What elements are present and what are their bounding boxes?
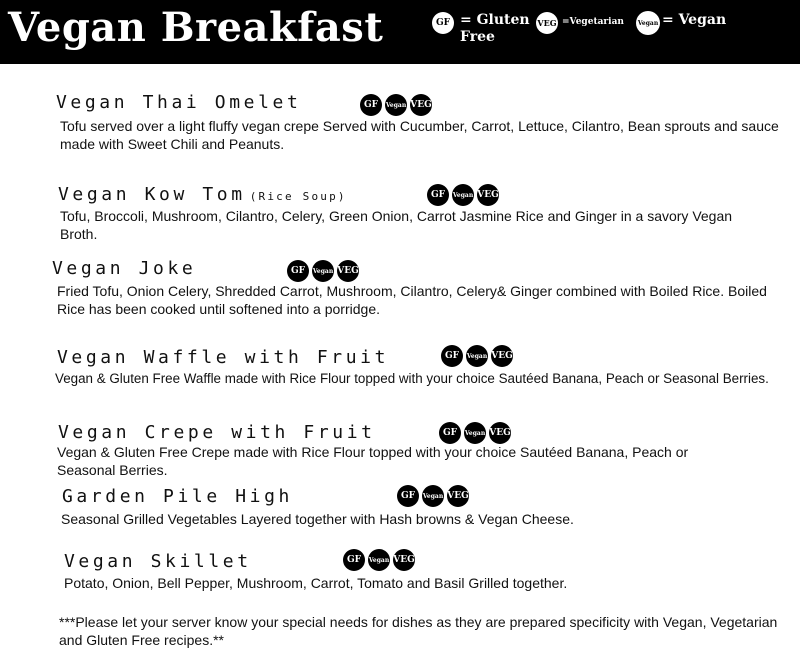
vegetarian-legend-icon: VEG — [536, 12, 558, 34]
diet-badges — [287, 260, 359, 282]
gluten-free-icon: GF — [287, 260, 309, 282]
vegetarian-icon: VEG — [491, 345, 513, 367]
gluten-free-legend-icon: GF — [432, 12, 454, 34]
item-description: Seasonal Grilled Vegetables Layered together with Hash browns & Vegan Cheese. — [61, 511, 574, 527]
item-description: Potato, Onion, Bell Pepper, Mushroom, Carrot, Tomato and Basil Grilled together. — [64, 575, 568, 591]
vegetarian-icon: VEG — [489, 422, 511, 444]
diet-badges — [360, 94, 432, 116]
vegetarian-icon: VEG — [393, 549, 415, 571]
header-banner — [0, 0, 800, 64]
vegan-icon: Vegan — [422, 485, 444, 507]
item-subtitle: (Rice Soup) — [249, 190, 347, 203]
vegetarian-icon: VEG — [337, 260, 359, 282]
vegan-icon: Vegan — [368, 549, 390, 571]
item-name: Garden Pile High — [62, 486, 293, 507]
diet-badges — [343, 549, 415, 571]
gluten-free-icon: GF — [343, 549, 365, 571]
item-description: Tofu served over a light fluffy vegan crepe Served with Cucumber, Carrot, Lettuce, Cilantro, Bean sprouts and sauce made with Sweet Chili and Peanuts. — [60, 118, 779, 152]
vegetarian-icon: VEG — [410, 94, 432, 116]
item-description: Tofu, Broccoli, Mushroom, Cilantro, Celery, Green Onion, Carrot Jasmine Rice and Ginger in a savory Vegan Broth. — [60, 208, 733, 242]
gluten-free-icon: GF — [427, 184, 449, 206]
diet-badges — [427, 184, 499, 206]
item-name: Vegan Joke — [52, 258, 197, 279]
item-name: Vegan Crepe with Fruit — [58, 422, 376, 443]
page-title: Vegan Breakfast — [8, 4, 384, 51]
gluten-free-legend-label: = Gluten Free — [460, 12, 530, 45]
item-description: Vegan & Gluten Free Waffle made with Rice Flour topped with your choice Sautéed Banana, Peach or Seasonal Berries. — [55, 371, 769, 386]
dietary-note: ***Please let your server know your special needs for dishes as they are prepared specificity with Vegan, Vegetarian and Gluten Free recipes.** — [59, 614, 778, 648]
item-name — [58, 184, 347, 208]
vegan-legend-label: = Vegan — [662, 12, 727, 28]
diet-badges — [439, 422, 511, 444]
vegan-icon: Vegan — [464, 422, 486, 444]
gluten-free-icon: GF — [441, 345, 463, 367]
gluten-free-icon: GF — [360, 94, 382, 116]
gluten-free-icon: GF — [439, 422, 461, 444]
diet-badges — [397, 485, 469, 507]
item-name: Vegan Skillet — [64, 551, 252, 572]
item-description: Fried Tofu, Onion Celery, Shredded Carrot, Mushroom, Cilantro, Celery& Ginger combined with Boiled Rice. Boiled Rice has been cooked until softened into a porridge. — [57, 283, 767, 317]
vegan-legend-icon: Vegan — [636, 11, 660, 35]
item-title: Vegan Kow Tom — [58, 184, 246, 205]
vegan-icon: Vegan — [385, 94, 407, 116]
item-name: Vegan Thai Omelet — [56, 92, 302, 113]
vegetarian-legend-label: =Vegetarian — [562, 17, 624, 27]
vegan-icon: Vegan — [466, 345, 488, 367]
gluten-free-icon: GF — [397, 485, 419, 507]
diet-badges — [441, 345, 513, 367]
vegetarian-icon: VEG — [447, 485, 469, 507]
vegetarian-icon: VEG — [477, 184, 499, 206]
vegan-icon: Vegan — [312, 260, 334, 282]
vegan-icon: Vegan — [452, 184, 474, 206]
item-name: Vegan Waffle with Fruit — [57, 347, 390, 368]
item-description: Vegan & Gluten Free Crepe made with Rice Flour topped with your choice Sautéed Banana, Peach or Seasonal Berries. — [57, 444, 689, 478]
